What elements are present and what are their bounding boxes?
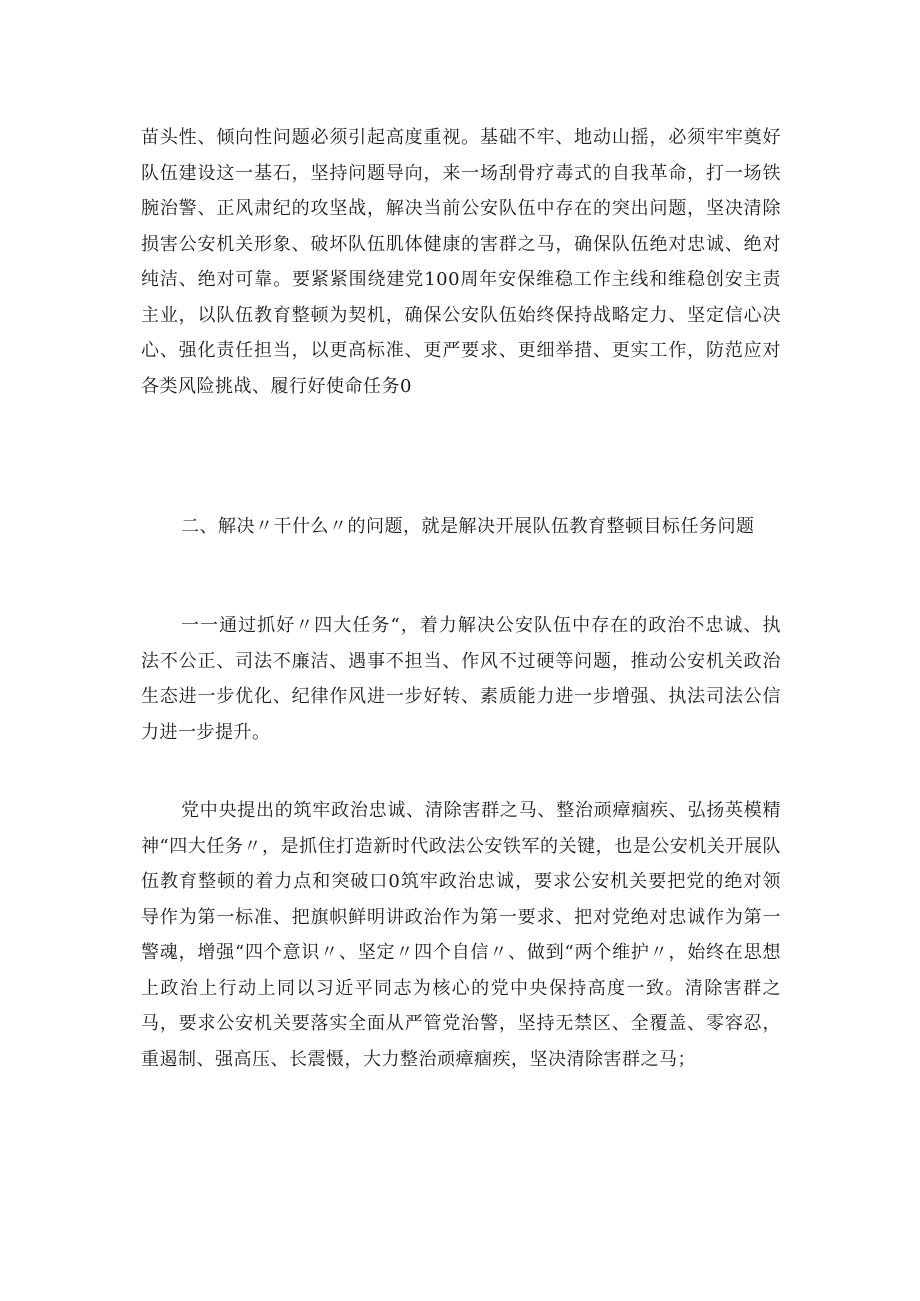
paragraph-text: 苗头性、倾向性问题必须引起高度重视。基础不牢、地动山摇，必须牢牢奠好队伍建设这一基石，坚持问题导向，来一场刮骨疗毒式的自我革命，打一场铁腕治警、正风肃纪的攻坚战，解决当前公安队伍中存在的突出问题，坚决清除损害公安机关形象、破坏队伍肌体健康的害群之马，确保队伍绝对忠诚、绝对纯洁、绝对可靠。要紧紧围绕建党100周年安保维稳工作主线和维稳创安主责主业，以队伍教育整顿为契机，确保公安队伍始终保持战略定力、坚定信心决心、强化责任担当，以更高标准、更严要求、更细举措、更实工作，防范应对各类风险挑战、履行好使命任务0 [141,127,781,397]
paragraph-goals [141,608,781,750]
paragraph-four-tasks [141,793,781,1077]
paragraph-continuation [141,120,781,404]
paragraph-text: 一一通过抓好〃四大任务“，着力解决公安队伍中存在的政治不忠诚、执法不公正、司法不廉洁、遇事不担当、作风不过硬等问题，推动公安机关政治生态进一步优化、纪律作风进一步好转、素质能力进一步增强、执法司法公信力进一步提升。 [141,615,781,743]
paragraph-text: 党中央提出的筑牢政治忠诚、清除害群之马、整治顽瘴痼疾、弘扬英模精神“四大任务〃，是抓住打造新时代政法公安铁军的关键，也是公安机关开展队伍教育整顿的着力点和突破口0筑牢政治忠诚，要求公安机关要把党的绝对领导作为第一标准、把旗帜鲜明讲政治作为第一要求、把对党绝对忠诚作为第一警魂，增强“四个意识〃、坚定〃四个自信〃、做到“两个维护〃，始终在思想上政治上行动上同以习近平同志为核心的党中央保持高度一致。清除害群之马，要求公安机关要落实全面从严管党治警，坚持无禁区、全覆盖、零容忍，重遏制、强高压、长震慑，大力整治顽瘴痼疾，坚决清除害群之马； [141,800,781,1070]
section-heading-paragraph [141,509,781,545]
section-heading: 二、解决〃干什么〃的问题，就是解决开展队伍教育整顿目标任务问题 [181,516,755,537]
